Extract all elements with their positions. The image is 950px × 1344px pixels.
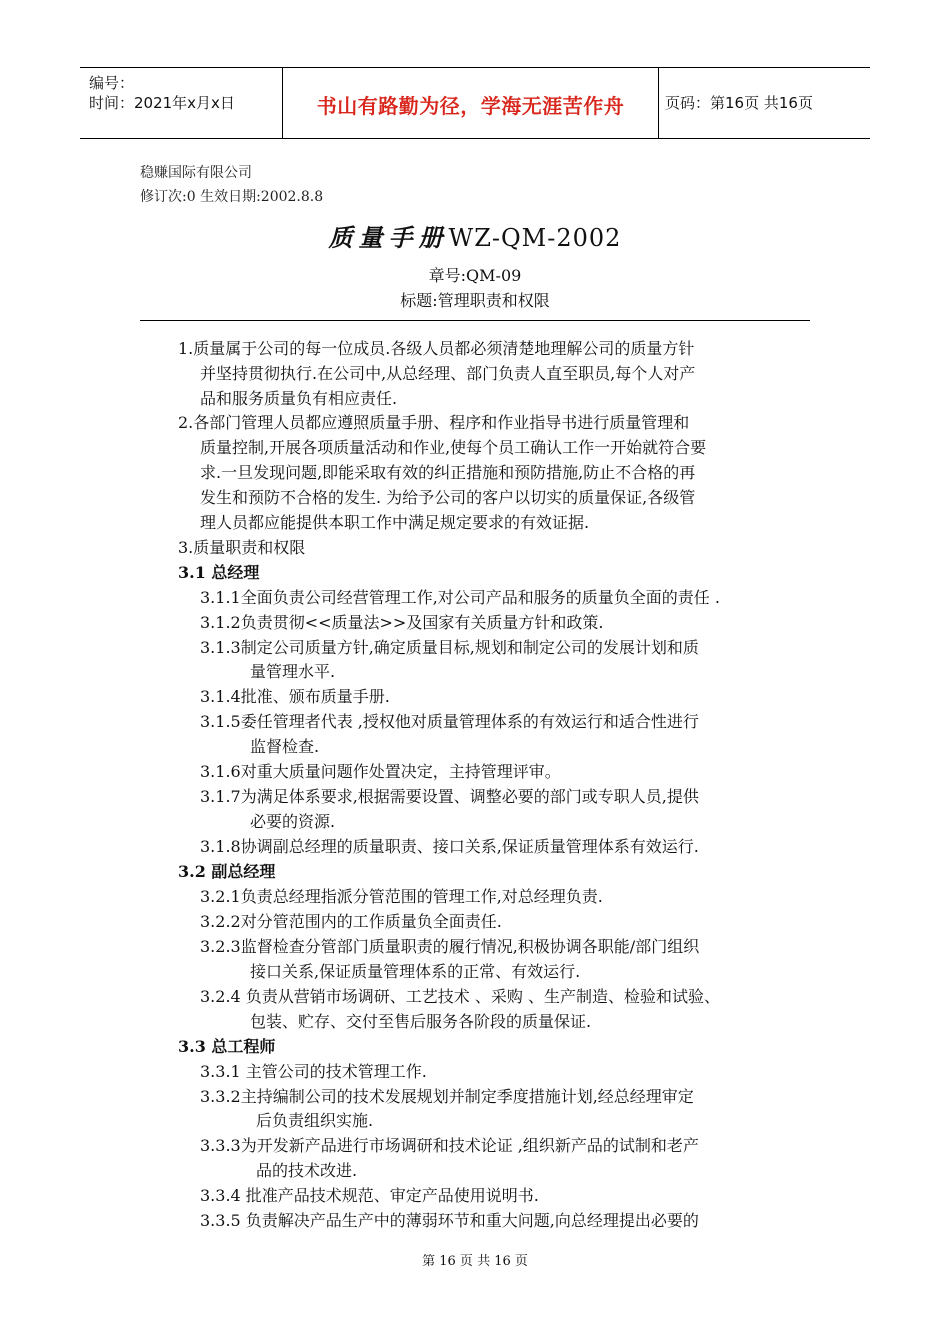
clause-item: 3.1.6对重大质量问题作处置决定，主持管理评审。 <box>200 762 561 781</box>
paragraph-1-line: 品和服务质量负有相应责任. <box>200 389 398 408</box>
clause-item: 3.3.2主持编制公司的技术发展规划并制定季度措施计划,经总经理审定 <box>200 1087 694 1106</box>
subject-title: 标题:管理职责和权限 <box>400 291 550 310</box>
title-code: WZ-QM-2002 <box>448 224 622 252</box>
section-3-3-heading: 3.3 总工程师 <box>178 1037 276 1056</box>
clause-item-continuation: 量管理水平. <box>250 662 336 681</box>
page-footer: 第 16 页 共 16 页 <box>422 1254 528 1269</box>
header-info-cell <box>80 68 283 138</box>
section-3-heading: 3.质量职责和权限 <box>178 538 306 557</box>
section-3-2-heading: 3.2 副总经理 <box>178 862 276 881</box>
header-page-cell <box>659 68 870 138</box>
title-chinese: 质量手册 <box>328 223 449 252</box>
clause-item: 3.1.4批准、颁布质量手册. <box>200 687 390 706</box>
clause-item: 3.1.8协调副总经理的质量职责、接口关系,保证质量管理体系有效运行. <box>200 837 699 856</box>
clause-item: 3.3.3为开发新产品进行市场调研和技术论证 ,组织新产品的试制和老产 <box>200 1136 699 1155</box>
clause-item: 3.1.7为满足体系要求,根据需要设置、调整必要的部门或专职人员,提供 <box>200 787 699 806</box>
clause-item: 3.3.4 批准产品技术规范、审定产品使用说明书. <box>200 1186 539 1205</box>
paragraph-2-line: 质量控制,开展各项质量活动和作业,使每个员工确认工作一开始就符合要 <box>200 438 707 457</box>
paragraph-2-line: 理人员都应能提供本职工作中满足规定要求的有效证据. <box>200 513 590 532</box>
section-3-1-heading: 3.1 总经理 <box>178 563 260 582</box>
chapter-number: 章号:QM-09 <box>428 266 522 285</box>
motto-text: 书山有路勤为径，学海无涯苦作舟 <box>316 94 625 118</box>
document-title <box>0 218 950 253</box>
revision-info: 修订次:0 生效日期:2002.8.8 <box>140 189 324 205</box>
clause-item-continuation: 包装、贮存、交付至售后服务各阶段的质量保证. <box>250 1012 592 1031</box>
clause-item: 3.2.3监督检查分管部门质量职责的履行情况,积极协调各职能/部门组织 <box>200 937 700 956</box>
clause-item-continuation: 接口关系,保证质量管理体系的正常、有效运行. <box>250 962 581 981</box>
clause-item: 3.2.4 负责从营销市场调研、工艺技术 、采购 、生产制造、检验和试验、 <box>200 987 720 1006</box>
clause-item-continuation: 品的技术改进. <box>256 1161 358 1180</box>
paragraph-1-line: 并坚持贯彻执行.在公司中,从总经理、部门负责人直至职员,每个人对产 <box>200 364 696 383</box>
clause-item: 3.1.2负责贯彻<<质量法>>及国家有关质量方针和政策. <box>200 613 604 632</box>
document-number-label: 编号： <box>89 74 135 92</box>
page-number-label: 页码：第16页 共16页 <box>665 94 813 112</box>
paragraph-2-line: 2.各部门管理人员都应遵照质量手册、程序和作业指导书进行质量管理和 <box>178 413 690 432</box>
paragraph-1-line: 1.质量属于公司的每一位成员.各级人员都必须清楚地理解公司的质量方针 <box>178 339 695 358</box>
document-header <box>80 67 870 139</box>
clause-item: 3.1.5委任管理者代表 ,授权他对质量管理体系的有效运行和适合性进行 <box>200 712 699 731</box>
company-name: 稳赚国际有限公司 <box>140 165 252 181</box>
clause-item: 3.1.3制定公司质量方针,确定质量目标,规划和制定公司的发展计划和质 <box>200 638 699 657</box>
clause-item-continuation: 监督检查. <box>250 737 320 756</box>
clause-item-continuation: 必要的资源. <box>250 812 336 831</box>
clause-item: 3.2.2对分管范围内的工作质量负全面责任. <box>200 912 502 931</box>
clause-item: 3.1.1全面负责公司经营管理工作,对公司产品和服务的质量负全面的责任 . <box>200 588 720 607</box>
document-time-label: 时间：2021年x月x日 <box>89 94 235 112</box>
paragraph-2-line: 发生和预防不合格的发生. 为给予公司的客户以切实的质量保证,各级管 <box>200 488 696 507</box>
header-motto-cell <box>283 68 659 138</box>
clause-item-continuation: 后负责组织实施. <box>256 1111 374 1130</box>
title-divider <box>140 320 810 321</box>
paragraph-2-line: 求.一旦发现问题,即能采取有效的纠正措施和预防措施,防止不合格的再 <box>200 463 696 482</box>
clause-item: 3.2.1负责总经理指派分管范围的管理工作,对总经理负责. <box>200 887 603 906</box>
clause-item: 3.3.1 主管公司的技术管理工作. <box>200 1062 427 1081</box>
clause-item: 3.3.5 负责解决产品生产中的薄弱环节和重大问题,向总经理提出必要的 <box>200 1211 699 1230</box>
